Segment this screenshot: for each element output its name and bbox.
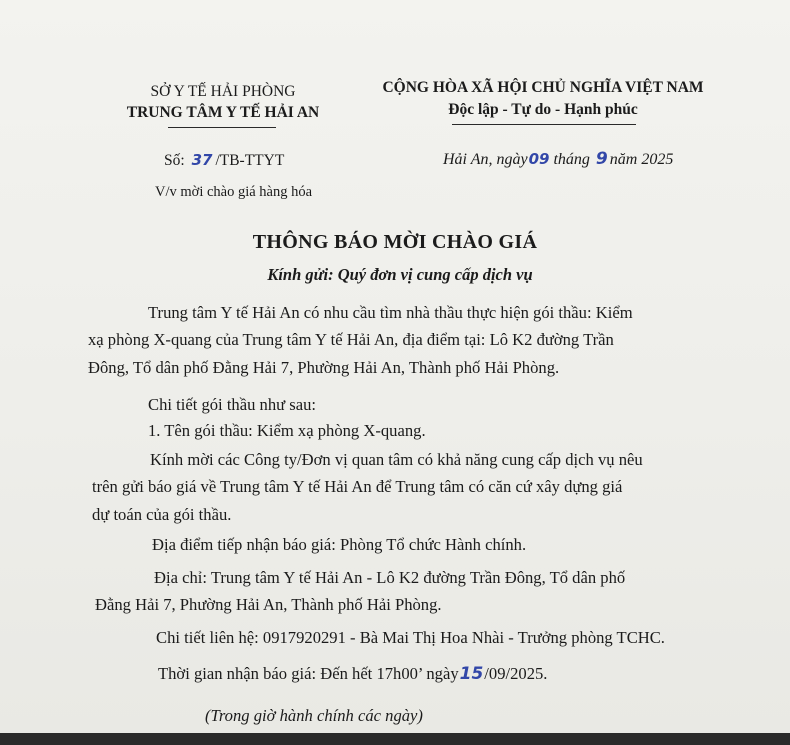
notice-title: THÔNG BÁO MỜI CHÀO GIÁ xyxy=(252,231,538,253)
date-day-handwritten: 09 xyxy=(528,150,550,168)
header-left-underline xyxy=(168,127,276,128)
office-hours-note: (Trong giờ hành chính các ngày) xyxy=(205,706,423,725)
para6: Chi tiết liên hệ: 0917920291 - Bà Mai Thị Hoa Nhài - Trưởng phòng TCHC. xyxy=(156,628,665,647)
document-date xyxy=(443,149,673,169)
date-month-handwritten: 9 xyxy=(595,149,608,169)
doc-number-suffix: /TB-TTYT xyxy=(215,152,285,169)
header-organization: TRUNG TÂM Y TẾ HẢI AN xyxy=(126,104,320,121)
doc-number-handwritten: 37 xyxy=(191,151,213,169)
para7-suffix: /09/2025. xyxy=(484,664,548,683)
document-subject: V/v mời chào giá hàng hóa xyxy=(155,184,313,200)
para1-line3: Đông, Tổ dân phố Đằng Hải 7, Phường Hải An, Thành phố Hải Phòng. xyxy=(88,358,560,377)
header-motto-underline xyxy=(452,124,636,125)
date-year: năm 2025 xyxy=(609,151,674,168)
para7-prefix: Thời gian nhận báo giá: Đến hết 17h00’ ngày xyxy=(158,664,459,683)
item1: 1. Tên gói thầu: Kiểm xạ phòng X-quang. xyxy=(148,421,426,440)
doc-number-prefix: Số: xyxy=(164,152,185,169)
para4: Địa điểm tiếp nhận báo giá: Phòng Tổ chức Hành chính. xyxy=(152,535,527,554)
document-number xyxy=(164,151,284,170)
para3-line3: dự toán của gói thầu. xyxy=(92,505,232,524)
para7 xyxy=(158,664,547,684)
para5-line2: Đằng Hải 7, Phường Hải An, Thành phố Hải Phòng. xyxy=(95,595,442,614)
para7-handwritten-day: 15 xyxy=(459,664,484,684)
para2: Chi tiết gói thầu như sau: xyxy=(148,395,317,414)
para3-line1: Kính mời các Công ty/Đơn vị quan tâm có khả năng cung cấp dịch vụ nêu xyxy=(150,450,643,469)
date-month-label: tháng xyxy=(553,151,590,168)
header-motto: Độc lập - Tự do - Hạnh phúc xyxy=(448,101,638,118)
header-department: SỞ Y TẾ HẢI PHÒNG xyxy=(150,83,296,100)
header-national-title: CỘNG HÒA XÃ HỘI CHỦ NGHĨA VIỆT NAM xyxy=(382,79,704,96)
date-place: Hải An, ngày xyxy=(443,151,528,168)
screen-bottom-edge xyxy=(0,733,790,745)
salutation: Kính gửi: Quý đơn vị cung cấp dịch vụ xyxy=(267,265,533,284)
para1-line2: xạ phòng X-quang của Trung tâm Y tế Hải An, địa điểm tại: Lô K2 đường Trần xyxy=(88,330,614,349)
para5-line1: Địa chỉ: Trung tâm Y tế Hải An - Lô K2 đường Trần Đông, Tổ dân phố xyxy=(154,568,626,587)
para1-line1: Trung tâm Y tế Hải An có nhu cầu tìm nhà thầu thực hiện gói thầu: Kiểm xyxy=(148,303,633,322)
para3-line2: trên gửi báo giá về Trung tâm Y tế Hải An để Trung tâm có căn cứ xây dựng giá xyxy=(92,477,623,496)
